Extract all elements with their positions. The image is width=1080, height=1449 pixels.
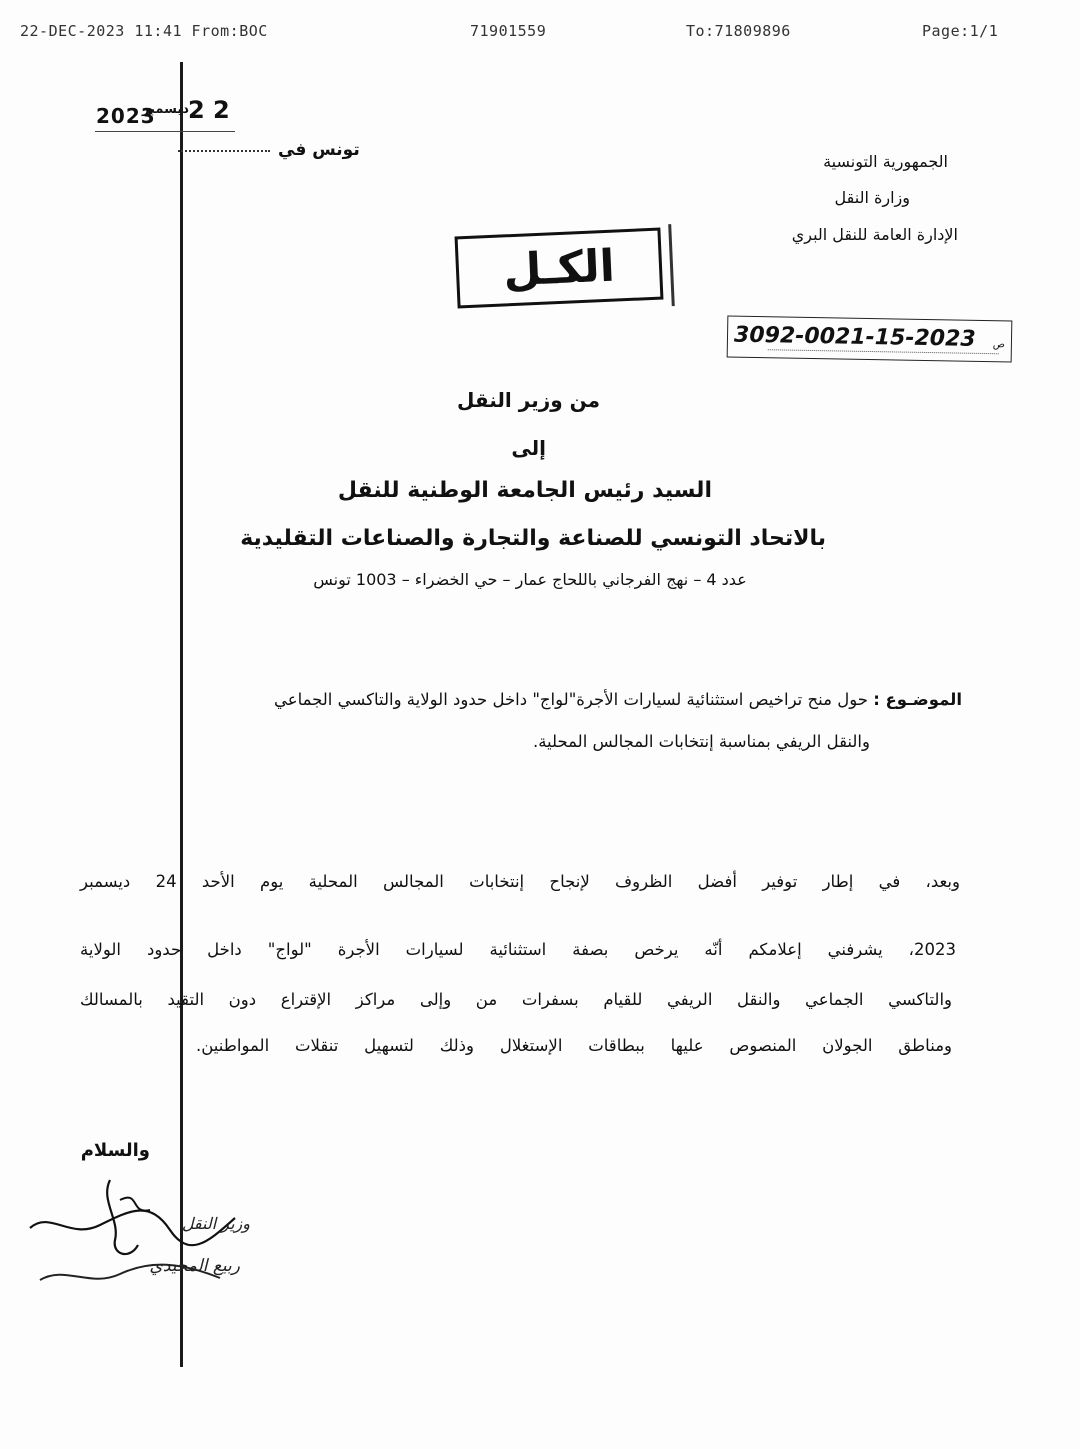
reference-box [727, 316, 1013, 363]
date-year: 2023 [96, 104, 156, 128]
body-line-2: 2023، يشرفني إعلامكم أنّه يرخص بصفة استثنائية لسيارات الأجرة "لواج" داخل حدود الولاية [80, 940, 956, 959]
body-line-1: وبعد، في إطار توفير أفضل الظروف لإنجاح إنتخابات المجالس المحلية يوم الأحد 24 ديسمبر [80, 872, 960, 891]
subject-label: الموضـوع : [873, 690, 962, 709]
subject-line-1 [86, 690, 962, 709]
to-word: إلى [511, 436, 546, 460]
letterhead-ministry: وزارة النقل [834, 188, 910, 207]
date-month: ديسمبر [142, 102, 189, 117]
date-underline [95, 131, 235, 132]
closing-salutation: والسلام [80, 1140, 150, 1161]
signature-scrawl [20, 1170, 250, 1300]
date-day: 2 2 [188, 96, 230, 124]
recipient-line-2: بالاتحاد التونسي للصناعة والتجارة والصناعات التقليدية [240, 526, 826, 551]
body-line-4: ومناطق الجولان المنصوص عليها ببطاقات الإستغلال وذلك لتسهيل تنقلات المواطنين. [196, 1036, 952, 1055]
sender: من وزير النقل [457, 388, 600, 412]
fax-to: To:71809896 [686, 22, 791, 40]
date-place: تونس في [278, 140, 360, 160]
signature-name: ربيع المجيدي [149, 1256, 240, 1276]
subject-text-1: حول منح تراخيص استثنائية لسيارات الأجرة"لواج" داخل حدود الولاية والتاكسي الجماعي [273, 690, 868, 709]
signature-title: وزير النقل [181, 1214, 250, 1233]
fax-number: 71901559 [470, 22, 547, 40]
reference-suffix: ص [992, 339, 1006, 351]
fax-page: Page:1/1 [922, 22, 999, 40]
recipient-line-1: السيد رئيس الجامعة الوطنية للنقل [337, 478, 712, 503]
fax-datetime: 22-DEC-2023 11:41 From:BOC [20, 22, 268, 40]
letterhead-department: الإدارة العامة للنقل البري [791, 225, 958, 244]
recipient-address: عدد 4 – نهج الفرجاني باللحاج عمار – حي الخضراء – 1003 تونس [313, 570, 747, 589]
stamp-text: الكـل [502, 240, 616, 296]
body-line-3: والتاكسي الجماعي والنقل الريفي للقيام بسفرات من وإلى مراكز الإقتراع دون التقيد بالمسالك [80, 990, 952, 1009]
date-dots [178, 150, 270, 152]
stamp [455, 228, 664, 309]
reference-code: 3092-0021-15-2023 [733, 322, 976, 352]
letterhead-country: الجمهورية التونسية [823, 152, 948, 171]
subject-line-2: والنقل الريفي بمناسبة إنتخابات المجالس المحلية. [532, 732, 870, 751]
signature [20, 1170, 250, 1300]
